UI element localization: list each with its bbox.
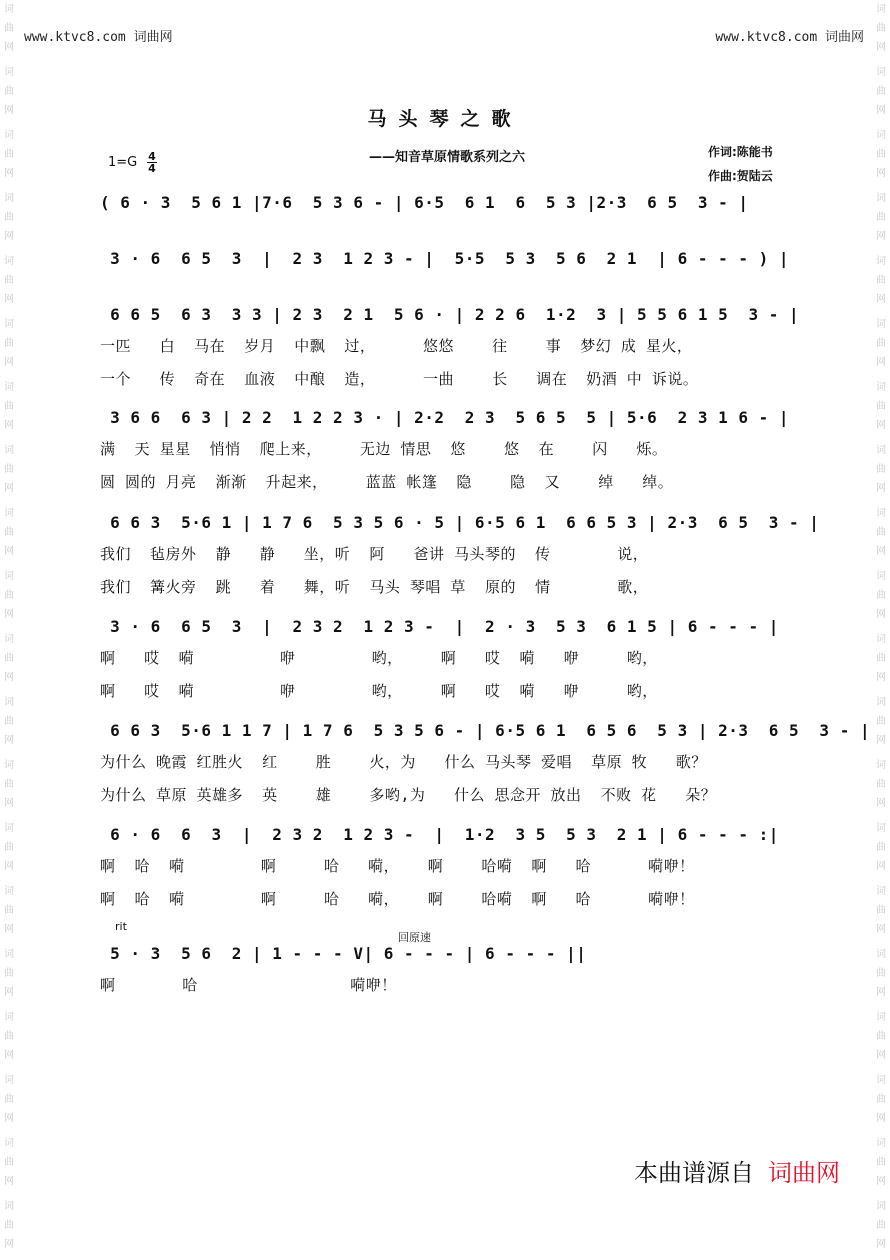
watermark-char: 词 — [876, 886, 886, 897]
notation-line: ( 6 · 3 5 6 1 |7·6 5 3 6 - | 6·5 6 1 6 5 3 |2·3 6 5 3 - | — [100, 193, 749, 212]
lyric-line: 啊 哈 嗬 啊 哈 嗬， 啊 哈嗬 啊 哈 嗬咿！ — [100, 890, 695, 908]
rit-marker: rit — [115, 920, 127, 933]
site-url-right: www.ktvc8.com 词曲网 — [715, 30, 864, 45]
watermark-char: 词 — [4, 571, 14, 582]
time-signature — [147, 151, 157, 174]
watermark-char: 词 — [876, 193, 886, 204]
watermark-char: 网 — [876, 546, 886, 557]
score-system — [100, 244, 788, 274]
watermark-char: 词 — [876, 256, 886, 267]
lyric-line: 为什么 草原 英雄多 英 雄 多哟,为 什么 思念开 放出 不败 花 朵？ — [100, 786, 717, 804]
watermark-char: 曲 — [876, 23, 886, 34]
meter-bottom: 4 — [148, 162, 156, 175]
watermark-char: 曲 — [4, 1157, 14, 1168]
watermark-char: 词 — [4, 319, 14, 330]
watermark-char: 网 — [876, 483, 886, 494]
watermark-char: 曲 — [4, 527, 14, 538]
watermark-char: 网 — [4, 861, 14, 872]
watermark-char: 曲 — [4, 86, 14, 97]
watermark-char: 曲 — [4, 1031, 14, 1042]
watermark-char: 词 — [4, 760, 14, 771]
watermark-char: 网 — [876, 987, 886, 998]
watermark-char: 词 — [876, 319, 886, 330]
watermark-char: 曲 — [4, 401, 14, 412]
watermark-char: 网 — [876, 420, 886, 431]
score-system — [100, 716, 871, 812]
watermark-char: 曲 — [876, 590, 886, 601]
watermark-char: 曲 — [876, 905, 886, 916]
watermark-char: 网 — [4, 168, 14, 179]
notation-line: 3 · 6 6 5 3 | 2 3 2 1 2 3 - | 2 · 3 5 3 6 1 5 | 6 - - - | — [100, 617, 779, 636]
watermark-char: 网 — [876, 105, 886, 116]
watermark-char: 词 — [4, 382, 14, 393]
watermark-char: 曲 — [876, 716, 886, 727]
watermark-char: 网 — [876, 672, 886, 683]
watermark-char: 曲 — [4, 842, 14, 853]
watermark-char: 曲 — [4, 905, 14, 916]
watermark-char: 曲 — [876, 464, 886, 475]
watermark-char: 词 — [876, 1138, 886, 1149]
watermark-char: 曲 — [4, 1220, 14, 1231]
watermark-char: 词 — [876, 508, 886, 519]
key-signature: 1=G — [108, 155, 138, 170]
notation-line: 3 6 6 6 3 | 2 2 1 2 2 3 · | 2·2 2 3 5 6 5 5 | 5·6 2 3 1 6 - | — [100, 408, 790, 427]
lyric-line: 圆 圆的 月亮 渐渐 升起来， 蓝蓝 帐篷 隐 隐 又 绰 绰。 — [100, 473, 674, 491]
watermark-char: 网 — [876, 735, 886, 746]
score-system — [100, 188, 788, 218]
watermark-char: 网 — [4, 105, 14, 116]
watermark-char: 词 — [876, 949, 886, 960]
watermark-char: 网 — [4, 231, 14, 242]
watermark-char: 词 — [4, 697, 14, 708]
watermark-char: 词 — [4, 1075, 14, 1086]
watermark-char: 曲 — [4, 968, 14, 979]
watermark-char: 网 — [4, 420, 14, 431]
watermark-char: 网 — [4, 357, 14, 368]
source-footer — [634, 1153, 840, 1188]
song-subtitle: ——知音草原情歌系列之六 — [369, 150, 526, 165]
site-url-left: www.ktvc8.com 词曲网 — [24, 30, 173, 45]
watermark-char: 网 — [876, 231, 886, 242]
watermark-char: 网 — [4, 798, 14, 809]
lyric-line: 我们 毡房外 静 静 坐，听 阿 爸讲 马头琴的 传 说， — [100, 545, 649, 563]
watermark-char: 词 — [876, 67, 886, 78]
watermark-char: 网 — [876, 798, 886, 809]
lyric-line: 一个 传 奇在 血液 中酿 造， 一曲 长 调在 奶酒 中 诉说。 — [100, 370, 699, 388]
watermark-char: 词 — [4, 823, 14, 834]
watermark-char: 曲 — [876, 842, 886, 853]
watermark-char: 网 — [876, 924, 886, 935]
watermark-char: 网 — [876, 294, 886, 305]
notation-line: 6 6 3 5·6 1 1 7 | 1 7 6 5 3 5 6 - | 6·5 6 1 6 5 6 5 3 | 2·3 6 5 3 - | — [100, 721, 871, 740]
watermark-char: 网 — [876, 1176, 886, 1187]
watermark-char: 网 — [876, 1239, 886, 1250]
lyric-line: 为什么 晚霞 红胜火 红 胜 火，为 什么 马头琴 爱唱 草原 牧 歌？ — [100, 753, 707, 771]
lyric-line: 啊 哈 嗬 啊 哈 嗬， 啊 哈嗬 啊 哈 嗬咿！ — [100, 857, 695, 875]
watermark-char: 网 — [4, 1176, 14, 1187]
score-system — [100, 403, 788, 499]
watermark-char: 曲 — [876, 527, 886, 538]
watermark-char: 词 — [876, 823, 886, 834]
notation-line: 6 6 3 5·6 1 | 1 7 6 5 3 5 6 · 5 | 6·5 6 1 6 6 5 3 | 2·3 6 5 3 - | — [100, 513, 820, 532]
watermark-char: 词 — [4, 256, 14, 267]
watermark-char: 网 — [4, 1113, 14, 1124]
watermark-char: 词 — [4, 445, 14, 456]
watermark-char: 曲 — [876, 1094, 886, 1105]
watermark-char: 网 — [876, 357, 886, 368]
watermark-char: 网 — [4, 1050, 14, 1061]
watermark-char: 词 — [4, 67, 14, 78]
meter-top: 4 — [148, 150, 156, 163]
watermark-char: 曲 — [876, 401, 886, 412]
watermark-char: 曲 — [876, 149, 886, 160]
watermark-char: 词 — [4, 193, 14, 204]
song-title: 马头琴之歌 — [367, 108, 523, 130]
watermark-char: 曲 — [4, 23, 14, 34]
watermark-char: 网 — [4, 483, 14, 494]
watermark-char: 词 — [4, 508, 14, 519]
score-system — [100, 612, 788, 708]
watermark-char: 网 — [876, 42, 886, 53]
source-brand: 词曲网 — [768, 1159, 840, 1187]
watermark-char: 曲 — [4, 590, 14, 601]
watermark-char: 曲 — [876, 212, 886, 223]
watermark-char: 曲 — [876, 1220, 886, 1231]
watermark-char: 词 — [876, 634, 886, 645]
left-watermark-column — [0, 0, 18, 1250]
notation-line: 6 · 6 6 3 | 2 3 2 1 2 3 - | 1·2 3 5 5 3 2 1 | 6 - - - :| — [100, 825, 779, 844]
watermark-char: 词 — [876, 697, 886, 708]
watermark-char: 网 — [4, 987, 14, 998]
score-system — [100, 939, 788, 1002]
score-system — [100, 508, 820, 604]
watermark-char: 曲 — [4, 212, 14, 223]
watermark-char: 曲 — [876, 338, 886, 349]
right-watermark-column — [872, 0, 890, 1250]
lyricist-credit: 作词:陈能书 — [708, 145, 773, 159]
watermark-char: 曲 — [4, 464, 14, 475]
watermark-char: 曲 — [876, 86, 886, 97]
watermark-char: 曲 — [876, 968, 886, 979]
lyric-line: 我们 篝火旁 跳 着 舞，听 马头 琴唱 草 原的 情 歌， — [100, 578, 649, 596]
watermark-char: 词 — [4, 634, 14, 645]
lyric-line: 满 天 星星 悄悄 爬上来， 无边 情思 悠 悠 在 闪 烁。 — [100, 440, 668, 458]
notation-line: 5 · 3 5 6 2 | 1 - - - V| 6 - - - | 6 - - - || — [100, 944, 587, 963]
watermark-char: 网 — [876, 1113, 886, 1124]
watermark-char: 词 — [876, 445, 886, 456]
watermark-char: 词 — [4, 1201, 14, 1212]
watermark-char: 曲 — [876, 275, 886, 286]
watermark-char: 网 — [4, 735, 14, 746]
watermark-char: 网 — [876, 1050, 886, 1061]
watermark-char: 词 — [4, 1012, 14, 1023]
watermark-char: 网 — [876, 609, 886, 620]
watermark-char: 词 — [876, 1075, 886, 1086]
watermark-char: 曲 — [4, 653, 14, 664]
watermark-char: 网 — [4, 924, 14, 935]
watermark-char: 曲 — [876, 779, 886, 790]
composer-credit: 作曲:贺陆云 — [708, 169, 773, 183]
watermark-char: 词 — [876, 382, 886, 393]
watermark-char: 曲 — [4, 275, 14, 286]
watermark-char: 曲 — [4, 1094, 14, 1105]
watermark-char: 词 — [876, 760, 886, 771]
watermark-char: 词 — [4, 1138, 14, 1149]
watermark-char: 网 — [4, 609, 14, 620]
lyric-line: 啊 哈 嗬咿！ — [100, 976, 397, 994]
watermark-char: 网 — [876, 168, 886, 179]
source-text: 本曲谱源自 — [634, 1159, 754, 1187]
a-tempo-marker: 回原速 — [398, 931, 431, 944]
watermark-char: 曲 — [876, 653, 886, 664]
notation-line: 3 · 6 6 5 3 | 2 3 1 2 3 - | 5·5 5 3 5 6 2 1 | 6 - - - ) | — [100, 249, 790, 268]
watermark-char: 网 — [4, 1239, 14, 1250]
watermark-char: 曲 — [4, 716, 14, 727]
watermark-char: 曲 — [876, 1157, 886, 1168]
watermark-char: 网 — [4, 42, 14, 53]
watermark-char: 词 — [4, 130, 14, 141]
lyric-line: 啊 哎 嗬 咿 哟， 啊 哎 嗬 咿 哟， — [100, 649, 658, 667]
watermark-char: 词 — [4, 949, 14, 960]
watermark-char: 词 — [4, 4, 14, 15]
watermark-char: 词 — [4, 886, 14, 897]
watermark-char: 词 — [876, 1201, 886, 1212]
lyric-line: 一匹 白 马在 岁月 中飘 过， 悠悠 往 事 梦幻 成 星火， — [100, 337, 693, 355]
watermark-char: 曲 — [4, 338, 14, 349]
watermark-char: 词 — [876, 130, 886, 141]
notation-line: 6 6 5 6 3 3 3 | 2 3 2 1 5 6 · | 2 2 6 1·2 3 | 5 5 6 1 5 3 - | — [100, 305, 800, 324]
lyric-line: 啊 哎 嗬 咿 哟， 啊 哎 嗬 咿 哟， — [100, 682, 658, 700]
watermark-char: 网 — [4, 294, 14, 305]
watermark-char: 曲 — [4, 779, 14, 790]
watermark-char: 词 — [876, 571, 886, 582]
score-system — [100, 820, 788, 916]
watermark-char: 网 — [4, 546, 14, 557]
score-system — [100, 300, 800, 396]
watermark-char: 曲 — [876, 1031, 886, 1042]
watermark-char: 词 — [876, 1012, 886, 1023]
watermark-char: 词 — [876, 4, 886, 15]
watermark-char: 网 — [876, 861, 886, 872]
watermark-char: 网 — [4, 672, 14, 683]
watermark-char: 曲 — [4, 149, 14, 160]
